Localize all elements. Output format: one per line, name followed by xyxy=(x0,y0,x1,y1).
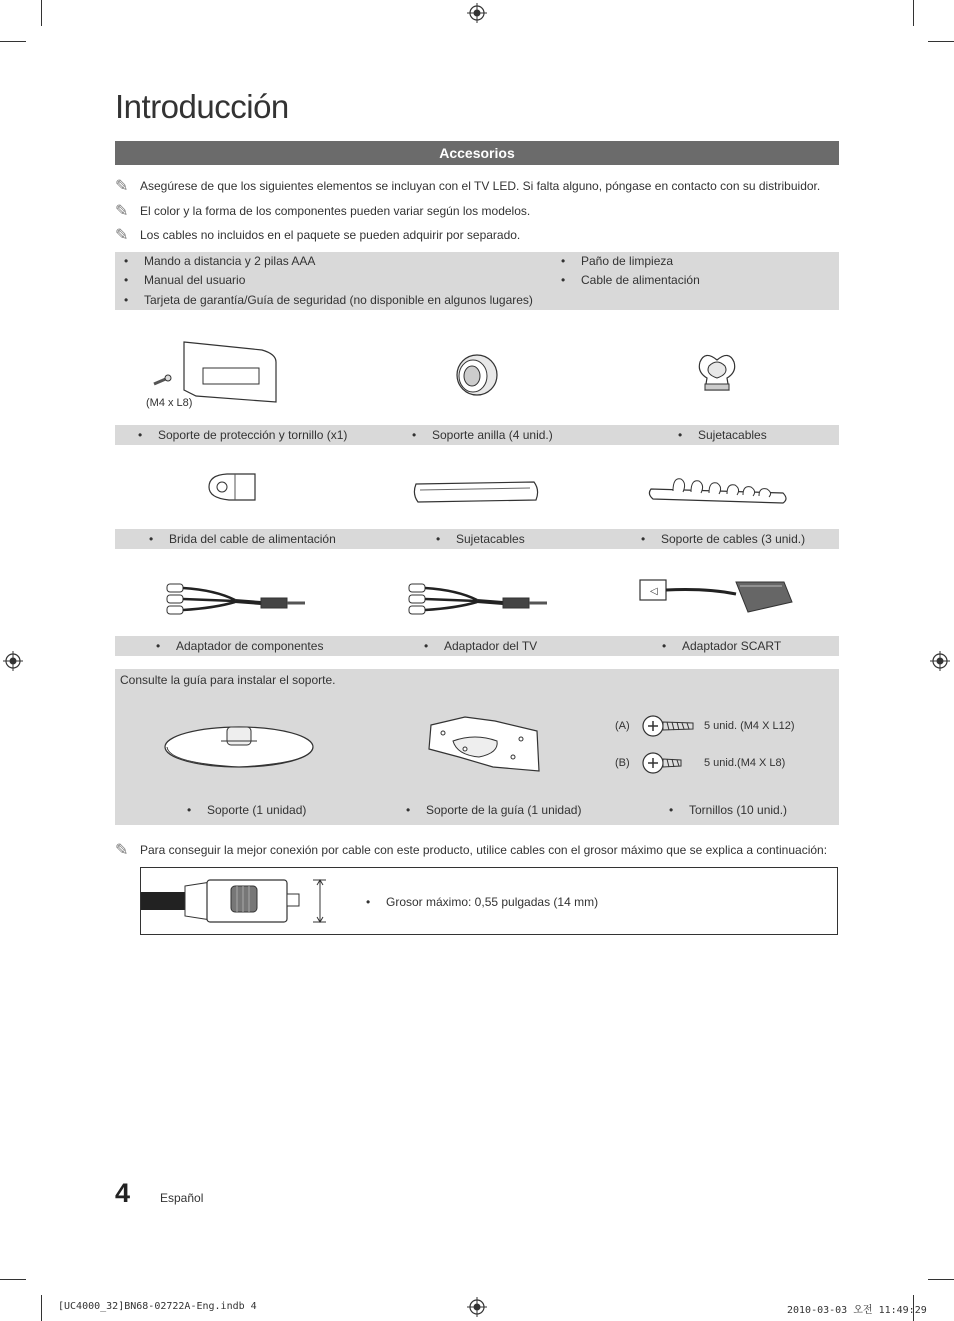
list-item: • Manual del usuario xyxy=(124,273,245,287)
accessory-label: • Soporte de cables (3 unid.) xyxy=(641,532,805,546)
accessory-label: • Soporte (1 unidad) xyxy=(187,803,306,817)
screw-b-icon xyxy=(641,750,687,776)
print-date-info: 2010-03-03 오전 11:49:29 xyxy=(787,1305,927,1316)
note xyxy=(115,201,530,221)
screw-tag: (A) xyxy=(615,720,630,732)
crop-mark xyxy=(913,0,914,26)
screw-desc: 5 unid. (M4 X L12) xyxy=(704,720,795,732)
pencil-note-icon: ✎ xyxy=(115,842,129,859)
screw-tag: (B) xyxy=(615,757,630,769)
stand-box xyxy=(115,669,839,825)
list-item: • Cable de alimentación xyxy=(561,273,700,287)
cable-support-icon xyxy=(645,473,791,507)
registration-mark-icon xyxy=(3,651,23,671)
accessory-label: • Adaptador del TV xyxy=(424,639,537,653)
scart-adapter-icon xyxy=(636,574,798,620)
accessory-label: • Soporte anilla (4 unid.) xyxy=(412,428,553,442)
print-file-info: [UC4000_32]BN68-02722A-Eng.indb 4 xyxy=(58,1301,257,1312)
svg-text:◁: ◁ xyxy=(650,586,658,597)
pencil-note-icon: ✎ xyxy=(115,178,129,195)
crop-mark xyxy=(41,1295,42,1321)
stand-base-icon xyxy=(165,715,315,771)
av-adapter-icon xyxy=(407,578,549,618)
cable-holder-icon xyxy=(410,480,544,506)
registration-mark-icon xyxy=(467,3,487,23)
guide-stand-icon xyxy=(425,711,543,777)
stand-box-heading: Consulte la guía para instalar el soporte. xyxy=(120,673,336,687)
included-items-box xyxy=(115,252,839,310)
list-item: • Mando a distancia y 2 pilas AAA xyxy=(124,254,315,268)
crop-mark xyxy=(928,41,954,42)
page-language: Español xyxy=(160,1191,204,1205)
crop-mark xyxy=(0,1279,26,1280)
list-item: • Tarjeta de garantía/Guía de seguridad (no disponible en algunos lugares) xyxy=(124,293,533,307)
pencil-note-icon: ✎ xyxy=(115,203,129,220)
registration-mark-icon xyxy=(467,1297,487,1317)
accessory-label: • Adaptador de componentes xyxy=(156,639,323,653)
crop-mark xyxy=(0,41,26,42)
section-heading: Accesorios xyxy=(115,141,839,165)
caption-bar xyxy=(115,425,839,445)
accessory-label: • Adaptador SCART xyxy=(662,639,781,653)
accessory-label: • Soporte de protección y tornillo (x1) xyxy=(138,428,347,442)
caption-bar xyxy=(115,529,839,549)
screw-size-label: (M4 x L8) xyxy=(146,397,193,409)
page-number: 4 xyxy=(115,1178,131,1208)
page-title: Introducción xyxy=(115,88,289,125)
cable-plug-icon xyxy=(141,878,331,922)
cable-tie-icon xyxy=(695,352,741,398)
note xyxy=(115,840,827,860)
caption-bar xyxy=(115,636,839,656)
ring-holder-icon xyxy=(454,352,500,398)
cable-spec-box xyxy=(140,867,838,935)
cable-spec-text: • Grosor máximo: 0,55 pulgadas (14 mm) xyxy=(366,895,598,909)
note-text: Asegúrese de que los siguientes elementos se incluyan con el TV LED. Si falta alguno, póngase en contacto con su distribuidor. xyxy=(140,179,821,193)
power-cable-clamp-icon xyxy=(205,470,261,506)
accessory-label: • Sujetacables xyxy=(436,532,525,546)
registration-mark-icon xyxy=(930,651,950,671)
note-text: Los cables no incluidos en el paquete se pueden adquirir por separado. xyxy=(140,228,521,242)
accessory-label: • Sujetacables xyxy=(678,428,767,442)
screw-a-icon xyxy=(641,713,697,739)
screw-desc: 5 unid.(M4 X L8) xyxy=(704,757,786,769)
component-adapter-icon xyxy=(165,578,307,618)
accessory-label: • Tornillos (10 unid.) xyxy=(669,803,787,817)
note-text: El color y la forma de los componentes pueden variar según los modelos. xyxy=(140,204,531,218)
note-text: Para conseguir la mejor conexión por cable con este producto, utilice cables con el grosor máximo que se explica a continuación: xyxy=(140,843,828,857)
pencil-note-icon: ✎ xyxy=(115,227,129,244)
note xyxy=(115,225,520,245)
accessory-label: • Brida del cable de alimentación xyxy=(149,532,336,546)
crop-mark xyxy=(928,1279,954,1280)
list-item: • Paño de limpieza xyxy=(561,254,673,268)
crop-mark xyxy=(41,0,42,26)
accessory-label: • Soporte de la guía (1 unidad) xyxy=(406,803,581,817)
note xyxy=(115,176,820,196)
